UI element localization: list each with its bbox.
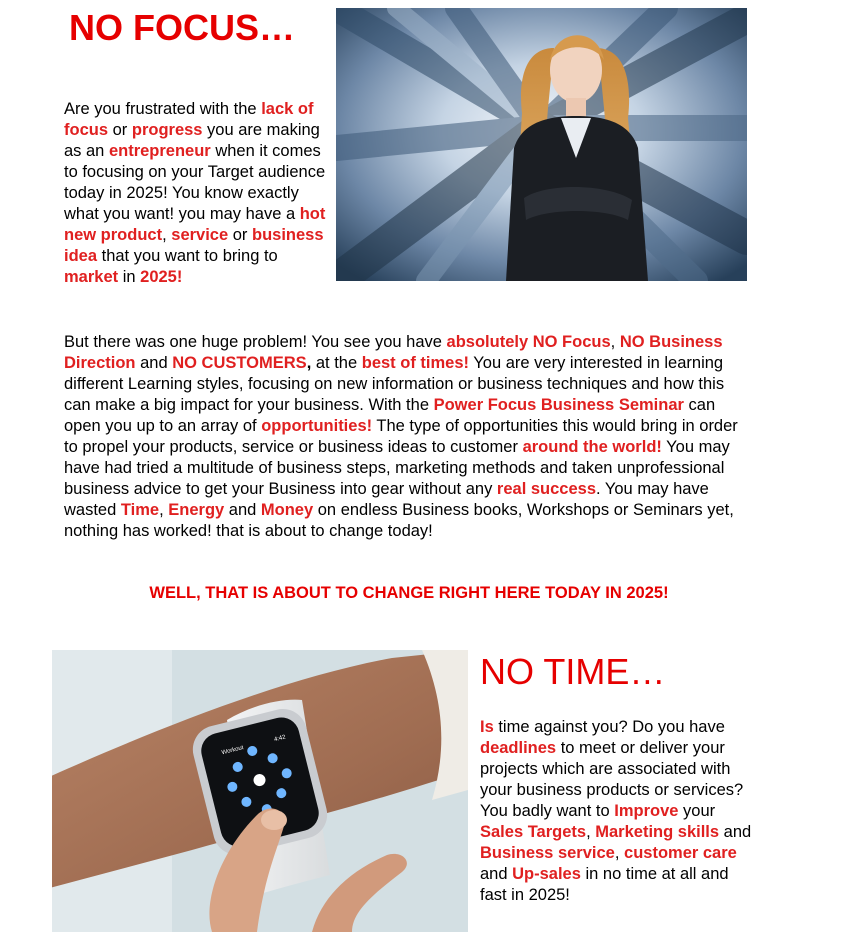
paragraph-text: and	[224, 501, 261, 519]
highlight-text: deadlines	[480, 739, 557, 757]
paragraph-text: ,	[586, 823, 596, 841]
highlight-text: customer care	[624, 844, 737, 862]
highlight-text: lack of focus	[64, 100, 314, 139]
paragraph-text: But there was one huge problem! You see you have	[64, 333, 447, 351]
highlight-text: Sales Targets	[480, 823, 587, 841]
highlight-text: absolutely NO Focus	[446, 333, 611, 351]
paragraph-text: ,	[610, 333, 620, 351]
paragraph-text: . You may have wasted	[64, 480, 709, 519]
highlight-text: entrepreneur	[108, 142, 211, 160]
paragraph-text: can open you up to an array of	[64, 396, 716, 435]
intro-paragraph	[64, 99, 328, 288]
paragraph-text: ,	[159, 501, 169, 519]
highlight-text: market	[64, 268, 119, 286]
highlight-text: service	[171, 226, 229, 244]
highlight-text: 2025!	[140, 268, 183, 286]
businesswoman-photo	[336, 8, 747, 281]
highlight-text: Money	[260, 501, 314, 519]
highlight-text: Business service	[480, 844, 615, 862]
paragraph-text: you are making as an	[64, 121, 320, 160]
smartwatch-photo	[52, 650, 468, 932]
highlight-text: Power Focus Business Seminar	[433, 396, 684, 414]
paragraph-text: The type of opportunities this would bring in order to propel your products, service or business ideas to customer	[64, 417, 738, 456]
highlight-text: Energy	[168, 501, 225, 519]
highlight-text: business idea	[64, 226, 324, 265]
heading-no-time: NO TIME…	[480, 651, 666, 692]
highlight-text: real success	[496, 480, 597, 498]
paragraph-text: to meet or deliver your projects which are associated with your business products or services? You badly want to	[480, 739, 744, 820]
paragraph-text: and	[480, 865, 513, 883]
paragraph-text: in no time at all and fast in 2025!	[480, 865, 729, 904]
paragraph-text: or	[228, 226, 252, 244]
highlight-text: Marketing skills	[595, 823, 720, 841]
highlight-text: Up-sales	[512, 865, 581, 883]
paragraph-text: your	[678, 802, 716, 820]
paragraph-text: that you want to bring to	[97, 247, 278, 265]
watch-time-label: 4:42	[273, 734, 287, 744]
cta-banner: WELL, THAT IS ABOUT TO CHANGE RIGHT HERE TODAY IN 2025!	[149, 584, 669, 602]
body-paragraph	[64, 332, 754, 542]
highlight-text: NO Business Direction	[64, 333, 723, 372]
paragraph-text: Are you frustrated with the	[64, 100, 262, 118]
highlight-text: hot new product	[64, 205, 326, 244]
paragraph-text: and	[719, 823, 752, 841]
heading-no-focus: NO FOCUS…	[69, 7, 296, 48]
highlight-text: opportunities!	[261, 417, 373, 435]
paragraph-text: time against you? Do you have	[493, 718, 725, 736]
highlight-text: progress	[131, 121, 203, 139]
highlight-text: Improve	[614, 802, 679, 820]
highlight-text: NO CUSTOMERS	[172, 354, 307, 372]
paragraph-text: You are very interested in learning different Learning styles, focusing on new information or business techniques and how this can make a big impact for your business. With the	[64, 354, 725, 414]
highlight-text: Time	[120, 501, 160, 519]
highlight-text: ,	[306, 354, 312, 372]
paragraph-text: ,	[162, 226, 172, 244]
paragraph-text: ,	[614, 844, 625, 862]
paragraph-text: and	[135, 354, 173, 372]
time-paragraph	[480, 717, 755, 906]
watch-status-label: Workout	[221, 745, 245, 757]
highlight-text: around the world!	[522, 438, 662, 456]
paragraph-text: in	[118, 268, 141, 286]
paragraph-text: on endless Business books, Workshops or Seminars yet, nothing has worked! that is about to change today!	[64, 501, 734, 540]
paragraph-text: when it comes to focusing on your Target audience today in 2025! You know exactly what you want! you may have a	[64, 142, 326, 223]
paragraph-text: or	[108, 121, 132, 139]
highlight-text: Is	[480, 718, 494, 736]
paragraph-text: at the	[311, 354, 362, 372]
highlight-text: best of times!	[361, 354, 470, 372]
paragraph-text: You may have had tried a multitude of business steps, marketing methods and taken unprofessional business advice to get your Business into gear without any	[64, 438, 730, 498]
